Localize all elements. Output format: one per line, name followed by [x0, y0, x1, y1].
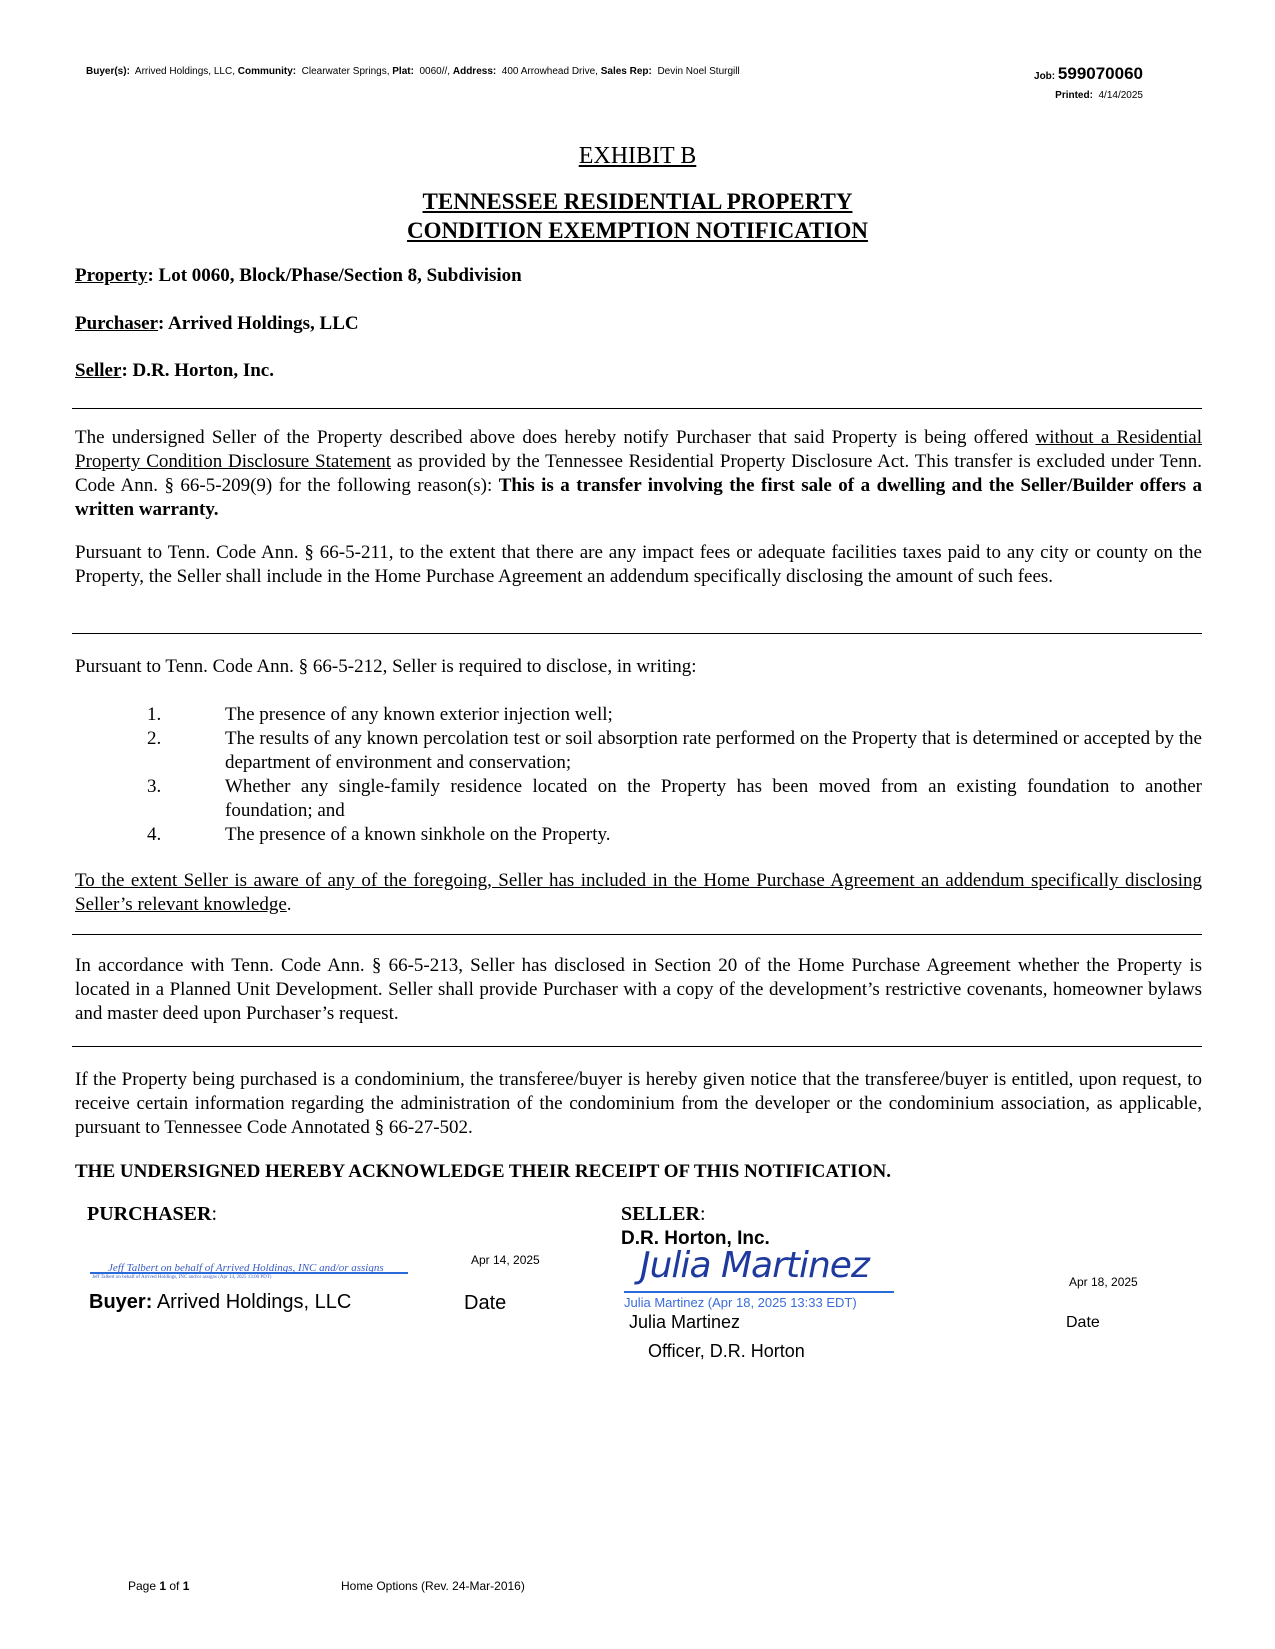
buyers-value: Arrived Holdings, LLC,: [134, 66, 235, 77]
pud-paragraph: In accordance with Tenn. Code Ann. § 66-5-213, Seller has disclosed in Section 20 of the Home Purchase Agreement whether the Property is located in a Planned Unit Development. Seller shall provide Purchaser with a copy of the development’s restrictive covenants, homeowner bylaws and master deed upon Purchaser’s request.: [75, 955, 1202, 1024]
page-number: [128, 1579, 189, 1593]
plat-label: Plat:: [392, 66, 414, 77]
purchaser-value: : Arrived Holdings, LLC: [158, 313, 359, 334]
seller-value: : D.R. Horton, Inc.: [121, 360, 274, 381]
condominium-paragraph: If the Property being purchased is a condominium, the transferee/buyer is hereby given notice that the transferee/buyer is entitled, upon request, to receive certain information regarding the administration of the condominium from the developer or the condominium association, as applicable, pursuant to Tennessee Code Annotated § 66-27-502.: [75, 1069, 1202, 1138]
page-of: of: [166, 1579, 183, 1593]
buyer-label: Buyer:: [89, 1291, 153, 1313]
acknowledgement: THE UNDERSIGNED HEREBY ACKNOWLEDGE THEIR RECEIPT OF THIS NOTIFICATION.: [75, 1161, 891, 1182]
seller-heading: [621, 1203, 706, 1226]
seller-signature-line: [624, 1291, 894, 1293]
seller-field: [75, 360, 274, 382]
community-label: Community:: [237, 66, 297, 77]
job-label: Job:: [1034, 71, 1056, 82]
seller-signature-caption: Julia Martinez (Apr 18, 2025 13:33 EDT): [624, 1295, 857, 1310]
property-value: : Lot 0060, Block/Phase/Section 8, Subdivision: [147, 265, 522, 286]
list-item-text: The results of any known percolation test or soil absorption rate performed on the Property that is determined or accepted by the department of environment and conservation;: [225, 728, 1202, 773]
para4-end: .: [286, 894, 292, 915]
printed-label: Printed:: [1055, 90, 1093, 101]
printed-date-value: 4/14/2025: [1098, 90, 1143, 101]
community-value: Clearwater Springs,: [301, 66, 390, 77]
seller-date-value: Apr 18, 2025: [1069, 1275, 1138, 1289]
plat-value: 0060//,: [419, 66, 451, 77]
purchaser-label: Purchaser: [75, 313, 159, 334]
buyer-signature-line: [90, 1272, 408, 1274]
list-item-number: 1.: [147, 704, 162, 725]
property-field: [75, 265, 522, 287]
buyer-signature: Jeff Talbert on behalf of Arrived Holdings, INC and/or assigns: [108, 1262, 384, 1274]
page-current: 1: [159, 1579, 167, 1593]
buyer-signature-caption: Jeff Talbert on behalf of Arrived Holdings, INC and/or assigns (Apr 14, 2025 13:00 PDT): [92, 1275, 272, 1280]
list-item-number: 3.: [147, 776, 162, 797]
seller-heading-text: SELLER: [621, 1203, 700, 1225]
divider: [72, 1046, 1202, 1047]
disclosure-intro: Pursuant to Tenn. Code Ann. § 66-5-212, Seller is required to disclose, in writing:: [75, 656, 697, 677]
buyer-date-label: Date: [464, 1292, 507, 1314]
buyer-date-value: Apr 14, 2025: [471, 1253, 540, 1267]
printed-date: [1055, 90, 1143, 101]
purchaser-heading: [87, 1203, 217, 1226]
page-total: 1: [182, 1579, 190, 1593]
disclosure-list: [75, 703, 1202, 847]
para1-text-a: The undersigned Seller of the Property described above does hereby notify Purchaser that said Property is being offered: [75, 427, 1036, 448]
exhibit-heading: EXHIBIT B: [578, 143, 697, 169]
salesrep-value: Devin Noel Sturgill: [657, 66, 740, 77]
purchaser-field: [75, 313, 359, 335]
list-item-text: The presence of any known exterior injection well;: [225, 704, 613, 725]
list-item: [75, 703, 1202, 727]
property-label: Property: [75, 265, 148, 286]
list-item: [75, 727, 1202, 775]
document-title: [0, 187, 1275, 245]
para1-bold: This is a transfer involving the first sale of a dwelling and the Seller/Builder offers a written warranty.: [75, 475, 1202, 520]
list-item-text: Whether any single-family residence located on the Property has been moved from an existing foundation to another foundation; and: [225, 776, 1202, 821]
header-info: [86, 66, 740, 77]
seller-colon: :: [699, 1203, 706, 1225]
seller-signature: Julia Martinez: [640, 1245, 869, 1286]
seller-label: Seller: [75, 360, 122, 381]
seller-signer-name: Julia Martinez: [629, 1312, 741, 1332]
buyer-name: Arrived Holdings, LLC: [152, 1291, 352, 1313]
job-number: [1034, 64, 1143, 84]
list-item: [75, 775, 1202, 823]
page-prefix: Page: [128, 1579, 160, 1593]
divider: [72, 934, 1202, 935]
revision-note: Home Options (Rev. 24-Mar-2016): [341, 1579, 525, 1593]
address-value: 400 Arrowhead Drive,: [501, 66, 598, 77]
para1-text-b: as provided by the Tennessee Residential Property Disclosure Act. This transfer is excluded under Tenn. Code Ann. § 66-5-209(9) for the following reason(s):: [75, 451, 1202, 496]
job-number-value: 599070060: [1057, 64, 1143, 83]
purchaser-colon: :: [211, 1203, 218, 1225]
para4-underlined: To the extent Seller is aware of any of the foregoing, Seller has included in the Home Purchase Agreement an addendum specifically disclosing Seller’s relevant knowledge: [75, 870, 1202, 915]
purchaser-heading-text: PURCHASER: [87, 1203, 212, 1225]
list-item-number: 2.: [147, 728, 162, 749]
list-item-number: 4.: [147, 824, 162, 845]
buyers-label: Buyer(s):: [86, 66, 130, 77]
exemption-paragraph: [75, 426, 1202, 522]
para1-underlined: without a Residential Property Condition Disclosure Statement: [75, 427, 1202, 472]
address-label: Address:: [452, 66, 497, 77]
seller-signer-title: Officer, D.R. Horton: [648, 1341, 805, 1361]
list-item-text: The presence of a known sinkhole on the Property.: [225, 824, 611, 845]
title-line-2: CONDITION EXEMPTION NOTIFICATION: [407, 218, 868, 243]
buyer-name-line: [89, 1291, 351, 1314]
divider: [72, 408, 1202, 409]
list-item: [75, 823, 1202, 847]
impact-fees-paragraph: Pursuant to Tenn. Code Ann. § 66-5-211, to the extent that there are any impact fees or adequate facilities taxes paid to any city or county on the Property, the Seller shall include in the Home Purchase Agreement an addendum specifically disclosing the amount of such fees.: [75, 542, 1202, 587]
title-line-1: TENNESSEE RESIDENTIAL PROPERTY: [422, 189, 853, 214]
seller-company: D.R. Horton, Inc.: [621, 1228, 770, 1249]
seller-date-label: Date: [1066, 1314, 1100, 1331]
divider: [72, 633, 1202, 634]
seller-knowledge-paragraph: [75, 869, 1202, 917]
salesrep-label: Sales Rep:: [600, 66, 652, 77]
